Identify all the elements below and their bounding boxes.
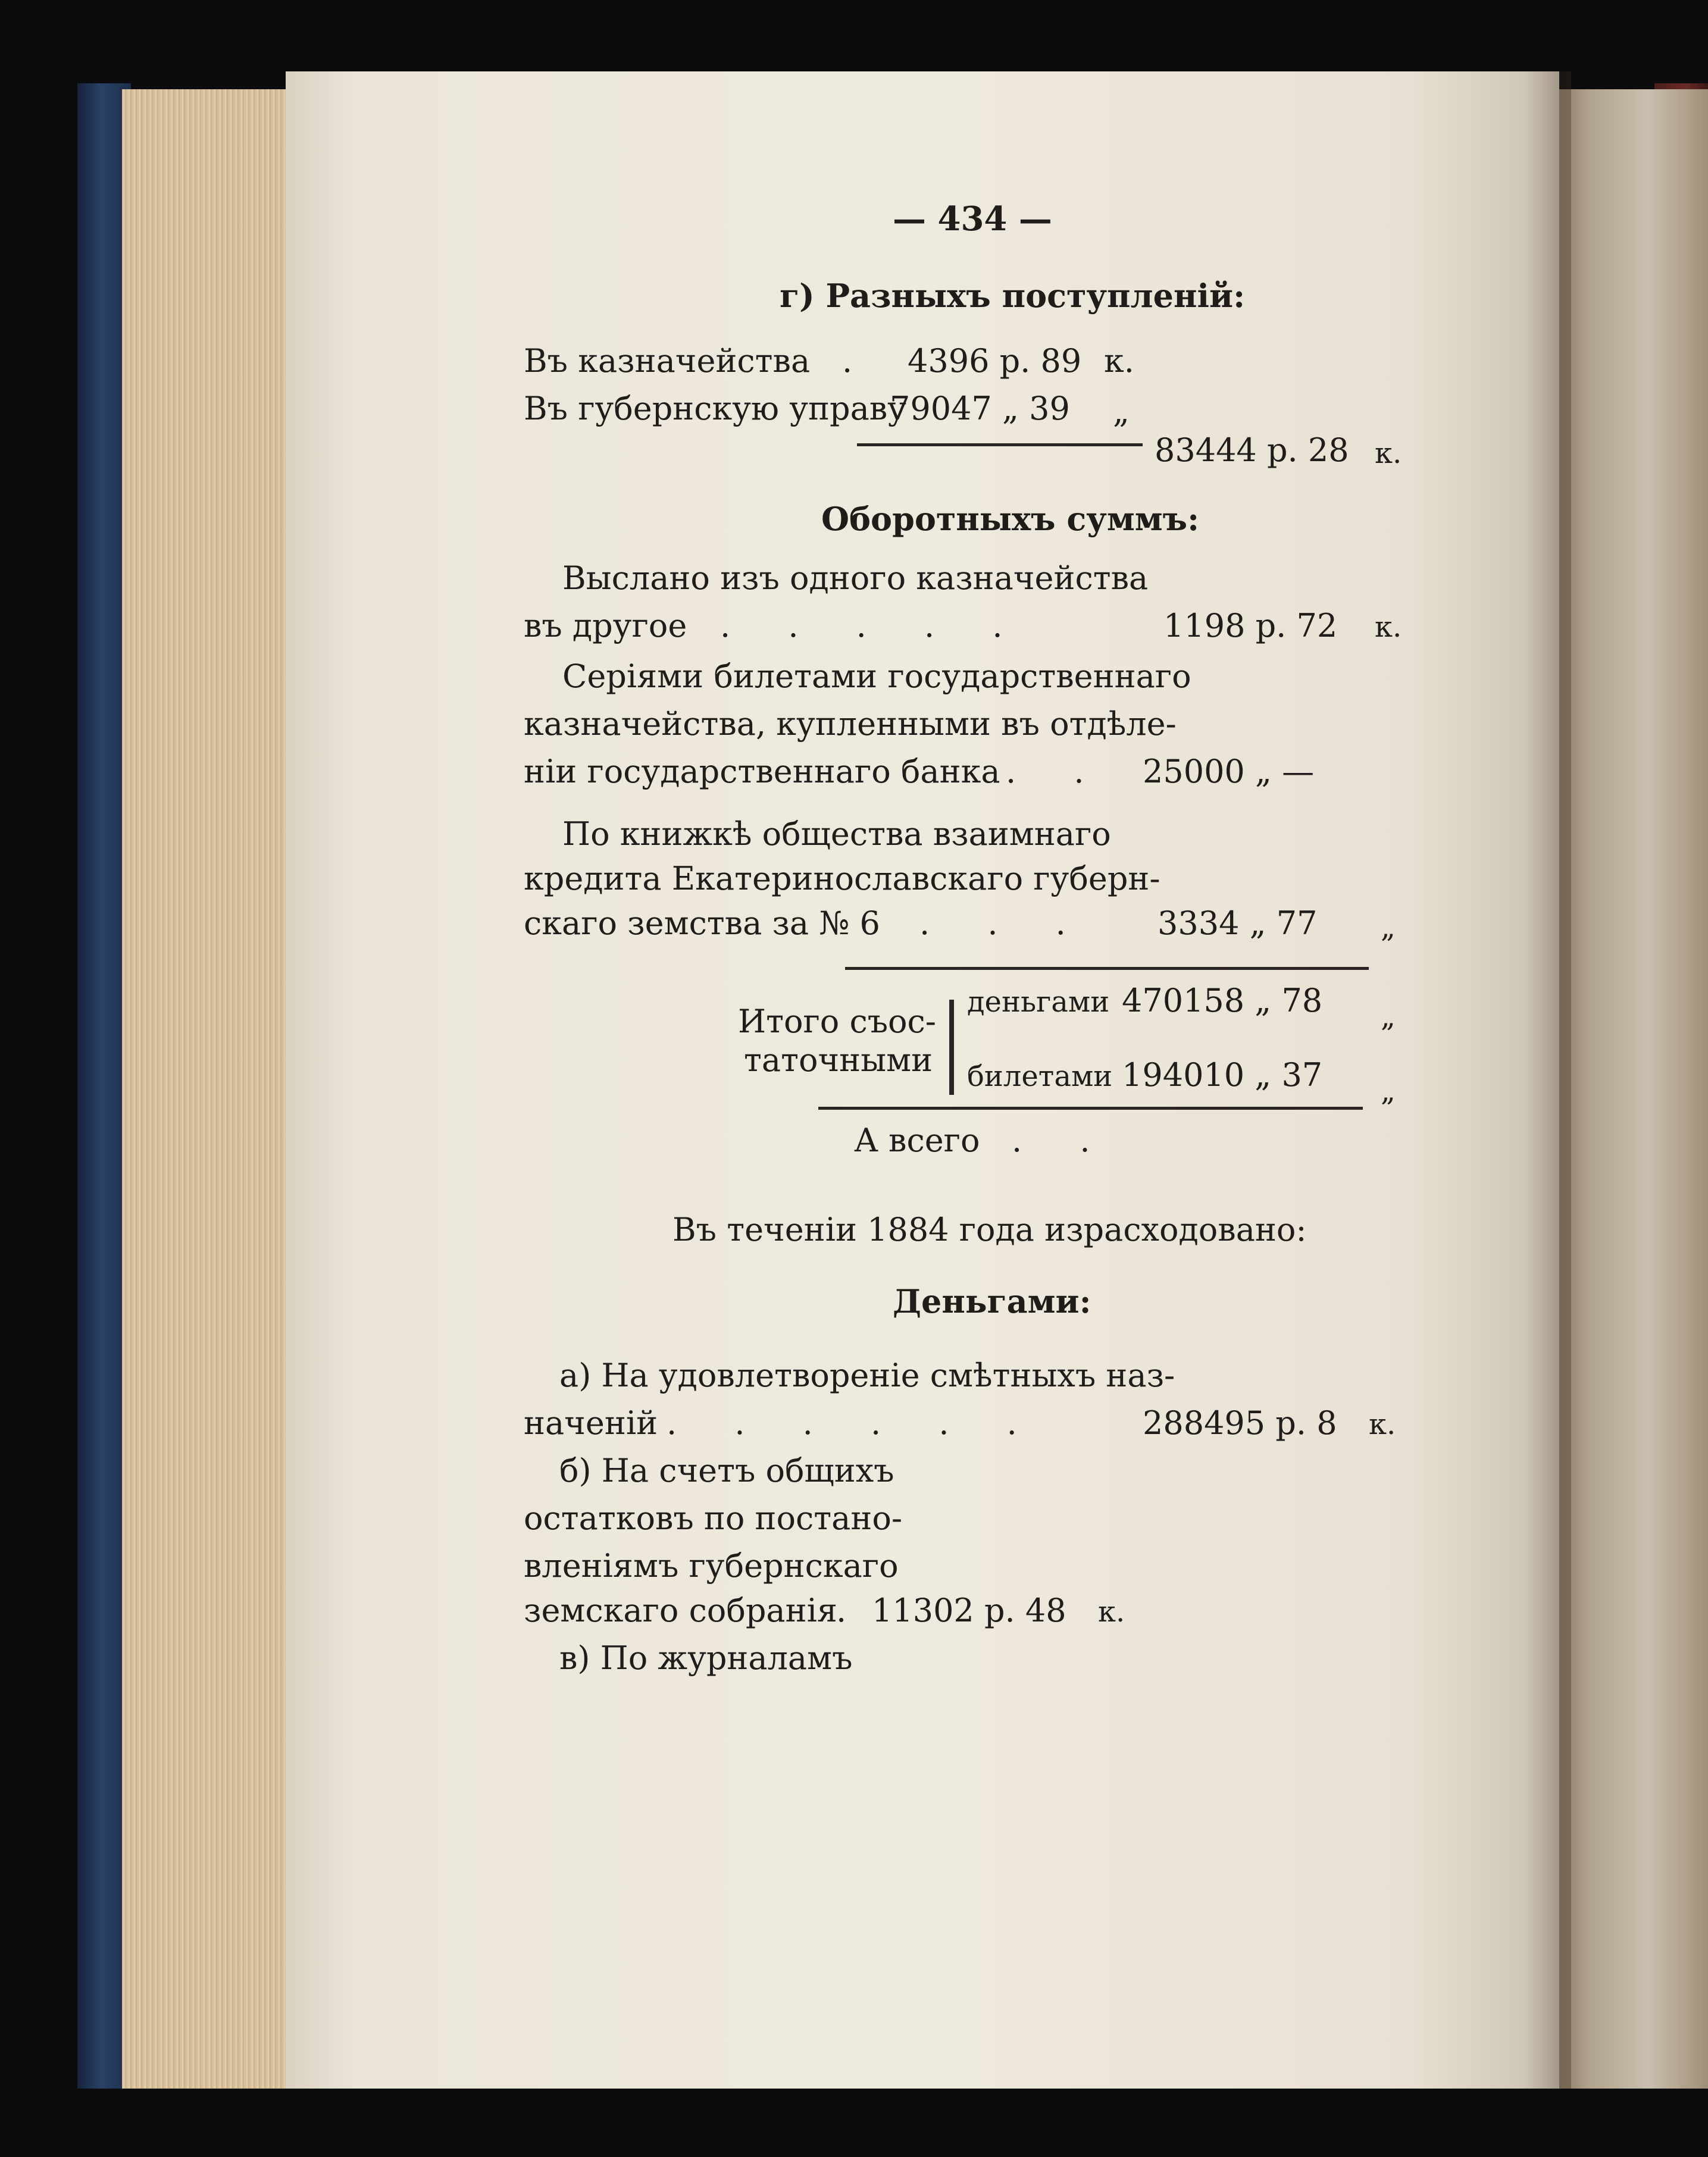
gutter-shadow [1524, 71, 1571, 2089]
spent-subheading: Деньгами: [893, 1282, 1091, 1320]
item3-amount: 3334 „ 77 [1158, 904, 1318, 942]
spent-b-line3: вленіямъ губернскаго [524, 1547, 899, 1585]
totals-label-line2: таточными [744, 1041, 933, 1079]
facing-page-edge [1559, 89, 1708, 2089]
row1-label: Въ казначейства [524, 342, 811, 380]
spent-a-unit: к. [1369, 1408, 1396, 1441]
item1-amount: 1198 р. 72 [1163, 607, 1338, 644]
section-g-heading: г) Разныхъ поступленій: [780, 277, 1245, 315]
item2-amount: 25000 „ — [1143, 753, 1315, 790]
row2-unit: „ [1113, 393, 1130, 430]
item2-line2: казначейства, купленными въ отдѣле- [524, 705, 1177, 743]
spent-a-line1: а) На удовлетвореніе смѣтныхъ наз- [559, 1357, 1175, 1394]
row1-amount: 4396 р. 89 [908, 342, 1082, 380]
item3-line2: кредита Екатеринославскаго губерн- [524, 860, 1160, 897]
grand-total-rule [818, 1107, 1363, 1110]
tickets-amount: 194010 „ 37 [1122, 1056, 1323, 1094]
tickets-label: билетами [967, 1060, 1113, 1093]
item2-line3: ніи государственнаго банка [524, 753, 1000, 790]
item3-line3: скаго земства за № 6 [524, 904, 880, 942]
spent-b-amount: 11302 р. 48 [872, 1592, 1066, 1629]
spent-b-line1: б) На счетъ общихъ [559, 1452, 894, 1489]
spent-heading: Въ теченіи 1884 года израсходовано: [672, 1211, 1307, 1248]
totals-top-rule [845, 967, 1369, 970]
grand-total-label: А всего [854, 1122, 980, 1159]
totals-label-line1: Итого съос- [738, 1003, 937, 1040]
item2-line1: Серіями билетами государственнаго [562, 658, 1191, 695]
row1-dot: . [842, 342, 853, 380]
item1-dots: . . . . . [720, 607, 1027, 644]
spent-b-unit: к. [1098, 1595, 1125, 1629]
row2-amount: 79047 „ 39 [890, 390, 1070, 427]
grand-total-dots: . . [1012, 1122, 1114, 1159]
working-heading: Оборотныхъ суммъ: [821, 500, 1200, 538]
item1-line1: Выслано изъ одного казначейства [562, 559, 1149, 597]
spent-a-line2: наченій [524, 1404, 658, 1442]
page-edges [122, 89, 295, 2089]
subtotal-rule [857, 443, 1143, 446]
item3-line1: По книжкѣ общества взаимнаго [562, 815, 1111, 853]
totals-brace [949, 1000, 954, 1095]
section-g-total: 83444 р. 28 [1155, 431, 1349, 469]
money-unit: „ [1381, 1000, 1396, 1034]
row1-unit: к. [1104, 342, 1134, 380]
spent-b-line2: остатковъ по постано- [524, 1499, 903, 1537]
section-g-total-unit: к. [1375, 437, 1402, 470]
spent-c-line1: в) По журналамъ [559, 1639, 853, 1677]
page-number: — 434 — [893, 199, 1052, 239]
row2-label: Въ губернскую управу [524, 390, 906, 427]
item1-unit: к. [1375, 611, 1402, 644]
spent-b-line4: земскаго собранія [524, 1592, 837, 1629]
item2-dots: . . [1006, 753, 1108, 790]
item3-dots: . . . [919, 904, 1090, 942]
item3-unit: „ [1381, 911, 1396, 944]
item1-line2: въ другое [524, 607, 687, 644]
money-amount: 470158 „ 78 [1122, 982, 1323, 1019]
spent-a-dots: . . . . . . [667, 1404, 1041, 1442]
spent-a-amount: 288495 р. 8 [1143, 1404, 1337, 1442]
spent-b-dot: . [836, 1592, 847, 1629]
tickets-unit: „ [1381, 1075, 1396, 1108]
money-label: деньгами [967, 985, 1110, 1019]
